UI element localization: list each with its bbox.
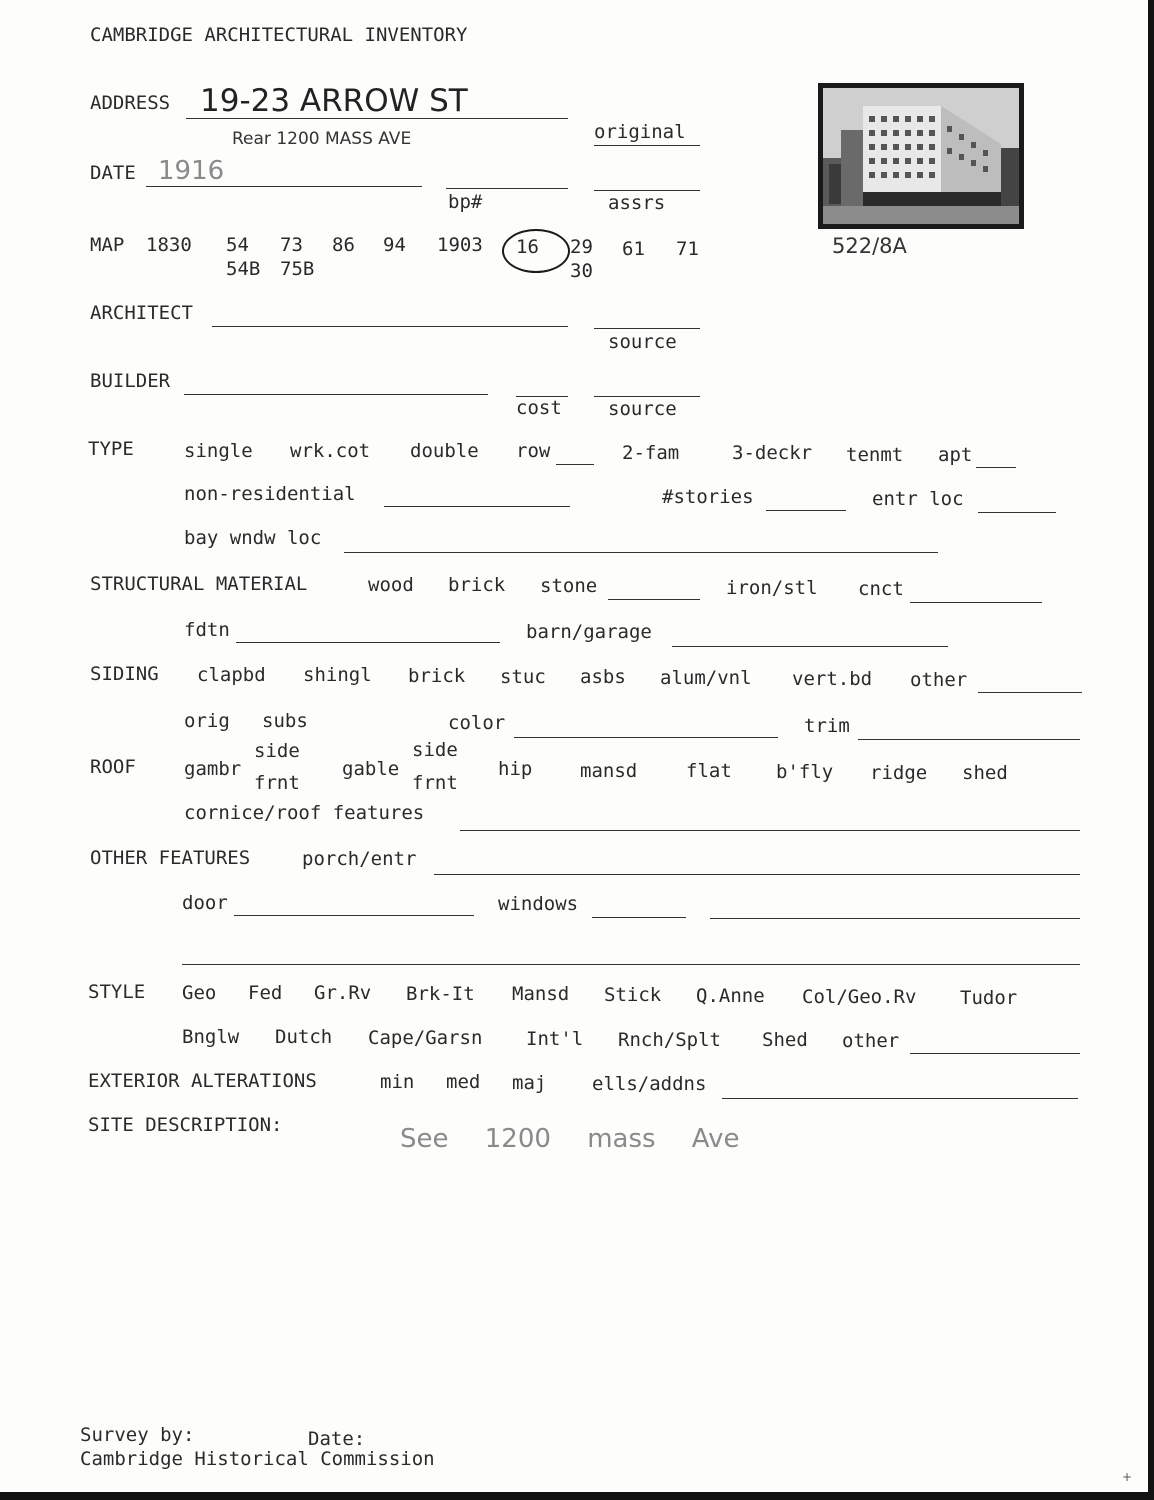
roof-hip: hip [498, 758, 533, 780]
structural-stone: stone [540, 575, 598, 597]
commission-name: Cambridge Historical Commission [80, 1448, 435, 1470]
type-tenmt: tenmt [846, 444, 904, 466]
gambr-frnt-label: frnt [254, 772, 300, 794]
bay-window-label: bay wndw loc [184, 527, 322, 549]
map-year-1903: 1903 [437, 234, 483, 256]
scan-edge-mark: + [1122, 1470, 1133, 1484]
non-residential-label: non-residential [184, 483, 356, 505]
type-row: row [516, 440, 551, 462]
type-apt: apt [938, 444, 973, 466]
building-photo-icon [823, 88, 1019, 224]
style-q-anne: Q.Anne [696, 985, 765, 1007]
exterior-ells-addns: ells/addns [592, 1073, 707, 1095]
type-3-deckr: 3-deckr [732, 442, 813, 464]
style-rnch-splt: Rnch/Splt [618, 1029, 721, 1051]
roof-label: ROOF [90, 756, 136, 778]
roof-ridge: ridge [870, 762, 928, 784]
windows-label: windows [498, 893, 579, 915]
trim-line [858, 739, 1080, 740]
exterior-med: med [446, 1071, 481, 1093]
builder-line [184, 394, 488, 395]
style-fed: Fed [248, 982, 283, 1004]
cnct-line [910, 602, 1042, 603]
style-other: other [842, 1030, 900, 1052]
entr-loc-label: entr loc [872, 488, 964, 510]
address-value: 19-23 ARROW ST [200, 83, 468, 119]
apt-line [976, 467, 1016, 468]
style-other-line [910, 1053, 1080, 1054]
porch-entr-line [434, 874, 1080, 875]
architect-label: ARCHITECT [90, 302, 193, 324]
stone-line [608, 599, 700, 600]
siding-vert-bd: vert.bd [792, 668, 873, 690]
type-single: single [184, 440, 253, 462]
roof-gable: gable [342, 758, 400, 780]
cornice-label: cornice/roof features [184, 802, 425, 824]
trim-label: trim [804, 715, 850, 737]
exterior-alterations-label: EXTERIOR ALTERATIONS [88, 1070, 317, 1092]
survey-date-label: Date: [308, 1428, 366, 1450]
style-label: STYLE [88, 981, 146, 1003]
original-line [594, 145, 700, 146]
color-label: color [448, 712, 506, 734]
map-year-16: 16 [516, 236, 539, 258]
roof-gambr: gambr [184, 758, 242, 780]
style-gr-rv: Gr.Rv [314, 982, 372, 1004]
style-geo: Geo [182, 982, 217, 1004]
orig-label: orig [184, 710, 230, 732]
type-label: TYPE [88, 438, 134, 460]
address-note: Rear 1200 MASS AVE [232, 129, 412, 149]
building-photo [818, 83, 1024, 229]
map-year-54: 54 [226, 234, 249, 256]
structural-wood: wood [368, 574, 414, 596]
roof-bfly: b'fly [776, 761, 834, 783]
map-year-54b: 54B [226, 258, 261, 280]
siding-alum-vnl: alum/vnl [660, 667, 752, 689]
structural-iron-stl: iron/stl [726, 577, 818, 599]
style-col-geo-rv: Col/Geo.Rv [802, 986, 917, 1008]
color-line [514, 737, 778, 738]
form-title: CAMBRIDGE ARCHITECTURAL INVENTORY [90, 24, 468, 46]
map-year-61: 61 [622, 238, 645, 260]
map-label: MAP [90, 234, 125, 256]
date-value: 1916 [158, 156, 225, 186]
style-intl: Int'l [526, 1028, 584, 1050]
door-line [234, 915, 474, 916]
type-2-fam: 2-fam [622, 442, 680, 464]
map-year-30: 30 [570, 260, 593, 282]
barn-garage-label: barn/garage [526, 621, 652, 643]
style-dutch: Dutch [275, 1026, 333, 1048]
style-tudor: Tudor [960, 987, 1018, 1009]
structural-brick: brick [448, 574, 506, 596]
bay-window-line [344, 552, 938, 553]
siding-asbs: asbs [580, 666, 626, 688]
gambr-side-label: side [254, 740, 300, 762]
style-mansd: Mansd [512, 983, 570, 1005]
builder-source-label: source [608, 398, 677, 420]
map-year-29: 29 [570, 236, 593, 258]
style-brk-it: Brk-It [406, 983, 475, 1005]
builder-source-line [594, 396, 700, 397]
site-description-label: SITE DESCRIPTION: [88, 1114, 283, 1136]
type-wrk-cot: wrk.cot [290, 440, 371, 462]
type-double: double [410, 440, 479, 462]
fdtn-label: fdtn [184, 619, 230, 641]
style-stick: Stick [604, 984, 662, 1006]
siding-label: SIDING [90, 663, 159, 685]
exterior-min: min [380, 1071, 415, 1093]
fdtn-line [236, 642, 500, 643]
architect-source-label: source [608, 331, 677, 353]
roof-flat: flat [686, 760, 732, 782]
siding-other-line [978, 692, 1082, 693]
exterior-maj: maj [512, 1072, 547, 1094]
siding-clapbd: clapbd [197, 664, 266, 686]
assrs-label: assrs [608, 192, 666, 214]
cornice-line [460, 830, 1080, 831]
architect-source-line [594, 328, 700, 329]
row-line [556, 464, 594, 465]
date-label: DATE [90, 162, 136, 184]
style-cape-garsn: Cape/Garsn [368, 1027, 483, 1049]
other-features-label: OTHER FEATURES [90, 847, 251, 869]
original-label: original [594, 121, 686, 143]
gable-side-label: side [412, 739, 458, 761]
windows-line-1 [592, 917, 686, 918]
barn-garage-line [672, 646, 948, 647]
ells-addns-line [722, 1098, 1078, 1099]
other-features-extra-line [182, 964, 1080, 965]
stories-line [766, 510, 846, 511]
photo-reference: 522/8A [832, 234, 907, 258]
map-year-71: 71 [676, 238, 699, 260]
site-description-value: See 1200 mass Ave [400, 1124, 740, 1154]
non-residential-line [384, 506, 570, 507]
architect-line [212, 326, 568, 327]
map-year-73: 73 [280, 234, 303, 256]
map-year-75b: 75B [280, 258, 315, 280]
door-label: door [182, 892, 228, 914]
siding-shingl: shingl [303, 664, 372, 686]
porch-entr-label: porch/entr [302, 848, 417, 870]
style-shed: Shed [762, 1029, 808, 1051]
windows-line-2 [710, 918, 1080, 919]
gable-frnt-label: frnt [412, 772, 458, 794]
bp-line [446, 188, 568, 189]
roof-mansd: mansd [580, 760, 638, 782]
map-year-94: 94 [383, 234, 406, 256]
date-line [146, 186, 422, 187]
entr-loc-line [978, 512, 1056, 513]
roof-shed: shed [962, 762, 1008, 784]
siding-brick: brick [408, 665, 466, 687]
survey-by-label: Survey by: [80, 1424, 195, 1446]
address-label: ADDRESS [90, 92, 171, 114]
builder-label: BUILDER [90, 370, 171, 392]
structural-cnct: cnct [858, 578, 904, 600]
map-year-86: 86 [332, 234, 355, 256]
style-bnglw: Bnglw [182, 1026, 240, 1048]
subs-label: subs [262, 710, 308, 732]
structural-material-label: STRUCTURAL MATERIAL [90, 573, 308, 595]
cost-label: cost [516, 397, 562, 419]
stories-label: #stories [662, 486, 754, 508]
siding-stuc: stuc [500, 666, 546, 688]
bp-label: bp# [448, 191, 483, 213]
assrs-line [594, 190, 700, 191]
map-year-1830: 1830 [146, 234, 192, 256]
siding-other: other [910, 669, 968, 691]
